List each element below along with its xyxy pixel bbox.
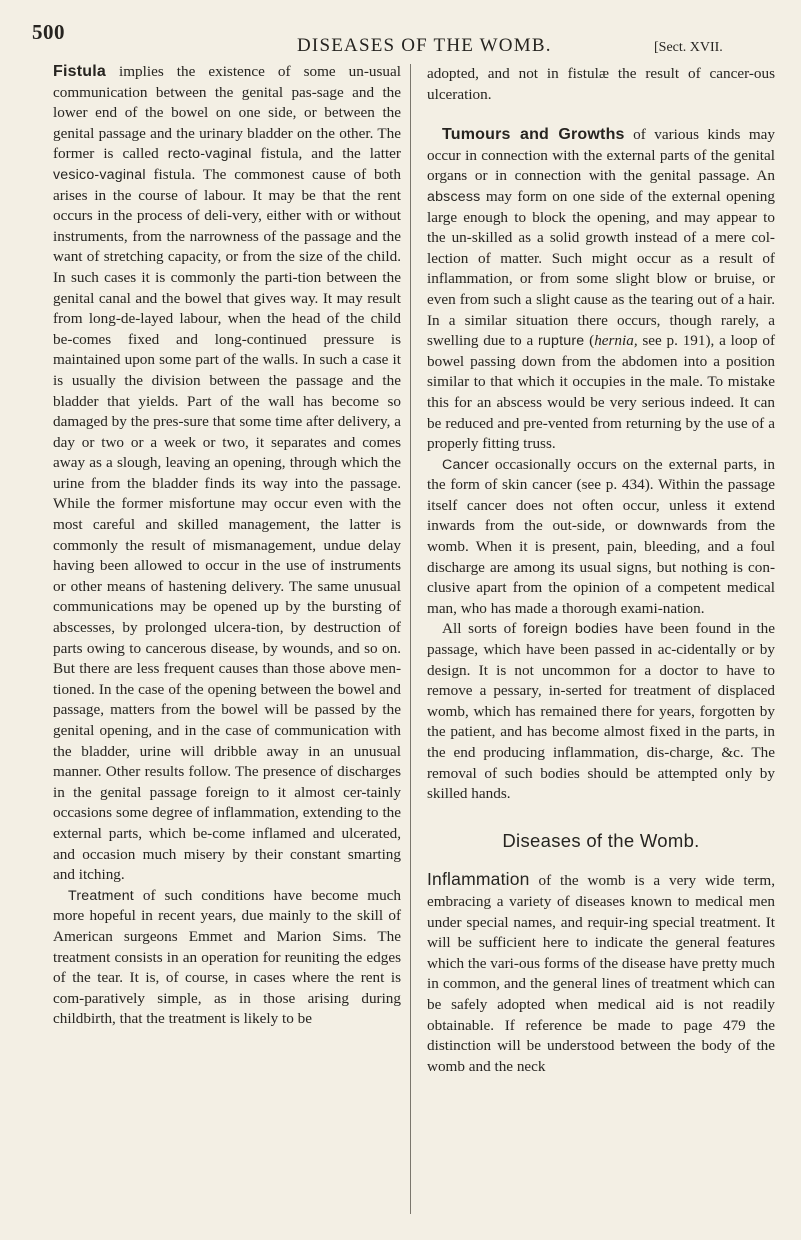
paragraph-foreign-bodies <box>427 619 775 804</box>
right-column <box>427 64 775 1077</box>
section-heading: Diseases of the Womb. <box>502 829 700 851</box>
paragraph-text: ( <box>584 332 595 350</box>
paragraph-text: fistula. The commonest cause of both arises in the course of labour. It may be that the rent occurs in the process of deli-very, either with or without instruments, from the narrowness of the passage and the want of stretching capacity, or from the size of the child. In such cases it is commonly the parti-tion between the genital canal and the bowel that gives way. It may result from long-de-layed labour, when the head of the child be-comes fixed and long-continued pressure is maintained upon some part of the walls. In such a case it is usually the division between the passage and the bladder that yields. Part of the wall has become so damaged by the pres-sure that some time after delivery, a day or two or a week or two, it separates and comes away as a slough, leaving an opening, through which the urine from the bladder finds its way into the passage. While the former misfortune may occur even with the most careful and skilled management, the latter is commonly the result of mismanagement, undue delay having been allowed to occur in the use of instruments or other means of hastening delivery. The same unusual communications may be opened up by the bursting of abscesses, by prolonged ulcera-tion, by destruction of parts owing to cancerous disease, by wounds, and so on. But there are less frequent causes than those above men-tioned. In the case of the opening between the bowel and passage, matters from the bowel will be passed by the genital opening, and in the case of communication with the bladder, urine will dribble away in an unusual manner. Other results follow. The presence of discharges in the genital passage foreign to it almost cer-tainly occasions some degree of inflammation, extending to the external parts, which be-come inflamed and ulcerated, and occasion much misery by their constant smarting and itching. <box>53 165 401 884</box>
paragraph-text: fistula, and the latter <box>251 145 401 163</box>
column-divider <box>410 64 411 1214</box>
paragraph-text: occasionally occurs on the external parts, in the form of skin cancer (see p. 434). Within the passage itself cancer does not often occur, unless it extend inwards from the out-side, or downwards from the womb. When it is present, pain, bleeding, and a foul discharge are among its usual signs, but nothing is con-clusive apart from the opinion of a competent medical man, who has made a thorough exami-nation. <box>427 455 775 617</box>
paragraph-text: have been found in the passage, which have been passed in ac-cidentally or by design. It is not uncommon for a doctor to have to remove a pessary, in-serted for treatment of displaced womb, which has remained there for years, forgotten by the patient, and has become almost fixed in the parts, in the end producing inflammation, dis-charge, &c. The removal of such bodies should be attempted only by skilled hands. <box>427 620 776 803</box>
lead-cancer: Cancer <box>442 456 489 473</box>
term-hernia: hernia, <box>594 332 638 350</box>
paragraph-text: of various kinds may occur in connection with the external parts of the genital organs or in connection with the genital passage. An <box>427 126 775 185</box>
term-abscess: abscess <box>427 188 481 205</box>
lead-treatment: Treatment <box>68 887 134 904</box>
running-head <box>32 20 772 60</box>
paragraph-text: see p. 191), a loop of bowel passing down from the abdomen into a position similar to that which it occupies in the male. To mistake this for an abscess would be very serious indeed. It can be reduced and pre-vented from returning by the use of a properly fitting truss. <box>427 332 776 453</box>
lead-fistula: Fistula <box>53 63 106 80</box>
page-number: 500 <box>32 20 65 44</box>
paragraph-text: may form on one side of the external opening large enough to block the opening, and may appear to the un-skilled as a solid growth instead of a mere col-lection of matter. Such might occur as a result of inflammation, or from some slight blow or bruise, or even from such a slight cause as the tearing out of a hair. In a similar situation there occurs, though rarely, a swelling due to a <box>427 187 775 350</box>
section-label: [Sect. XVII. <box>654 40 723 55</box>
term-foreign-bodies: foreign bodies <box>523 621 618 638</box>
paragraph-text: implies the existence of some un-usual communication between the genital pas-sage and the lower end of the bowel on one side, or between the genital passage and the urinary bladder on the other. The former is called <box>53 63 401 163</box>
paragraph-inflammation <box>427 869 775 1077</box>
lead-inflammation: Inflammation <box>427 869 530 890</box>
term-vesico-vaginal: vesico-vaginal <box>53 166 146 183</box>
paragraph-text: of the womb is a very wide term, embracing a variety of diseases known to medical men under special names, and requir-ing special treatment. It will be sufficient here to indicate the general features which the vari-ous forms of the disease have pretty much in common, and the general lines of treatment which can be safely adopted when medical aid is not readily obtainable. If reference be made to page 479 the distinction will be understood between the body of the womb and the neck <box>427 872 775 1075</box>
paragraph-text: of such conditions have become much more hopeful in recent years, due mainly to the skill of American surgeons Emmet and Marion Sims. The treatment consists in an operation for reuniting the edges of the tear. It is, of course, in cases where the rent is com-paratively simple, as in those arising during childbirth, that the treatment is likely to be <box>53 886 401 1028</box>
paragraph-fistula <box>53 62 401 886</box>
page-header-title: DISEASES OF THE WOMB. <box>297 35 552 56</box>
paragraph-treatment <box>53 886 401 1030</box>
paragraph-cancer <box>427 455 775 620</box>
paragraph-text: All sorts of <box>442 620 524 638</box>
term-recto-vaginal: recto-vaginal <box>167 146 252 163</box>
paragraph-continued: adopted, and not in fistulæ the result of cancer-ous ulceration. <box>427 65 775 103</box>
left-column <box>53 62 401 1030</box>
lead-tumours: Tumours and Growths <box>442 126 625 144</box>
paragraph-tumours <box>427 125 775 455</box>
term-rupture: rupture <box>538 333 585 350</box>
